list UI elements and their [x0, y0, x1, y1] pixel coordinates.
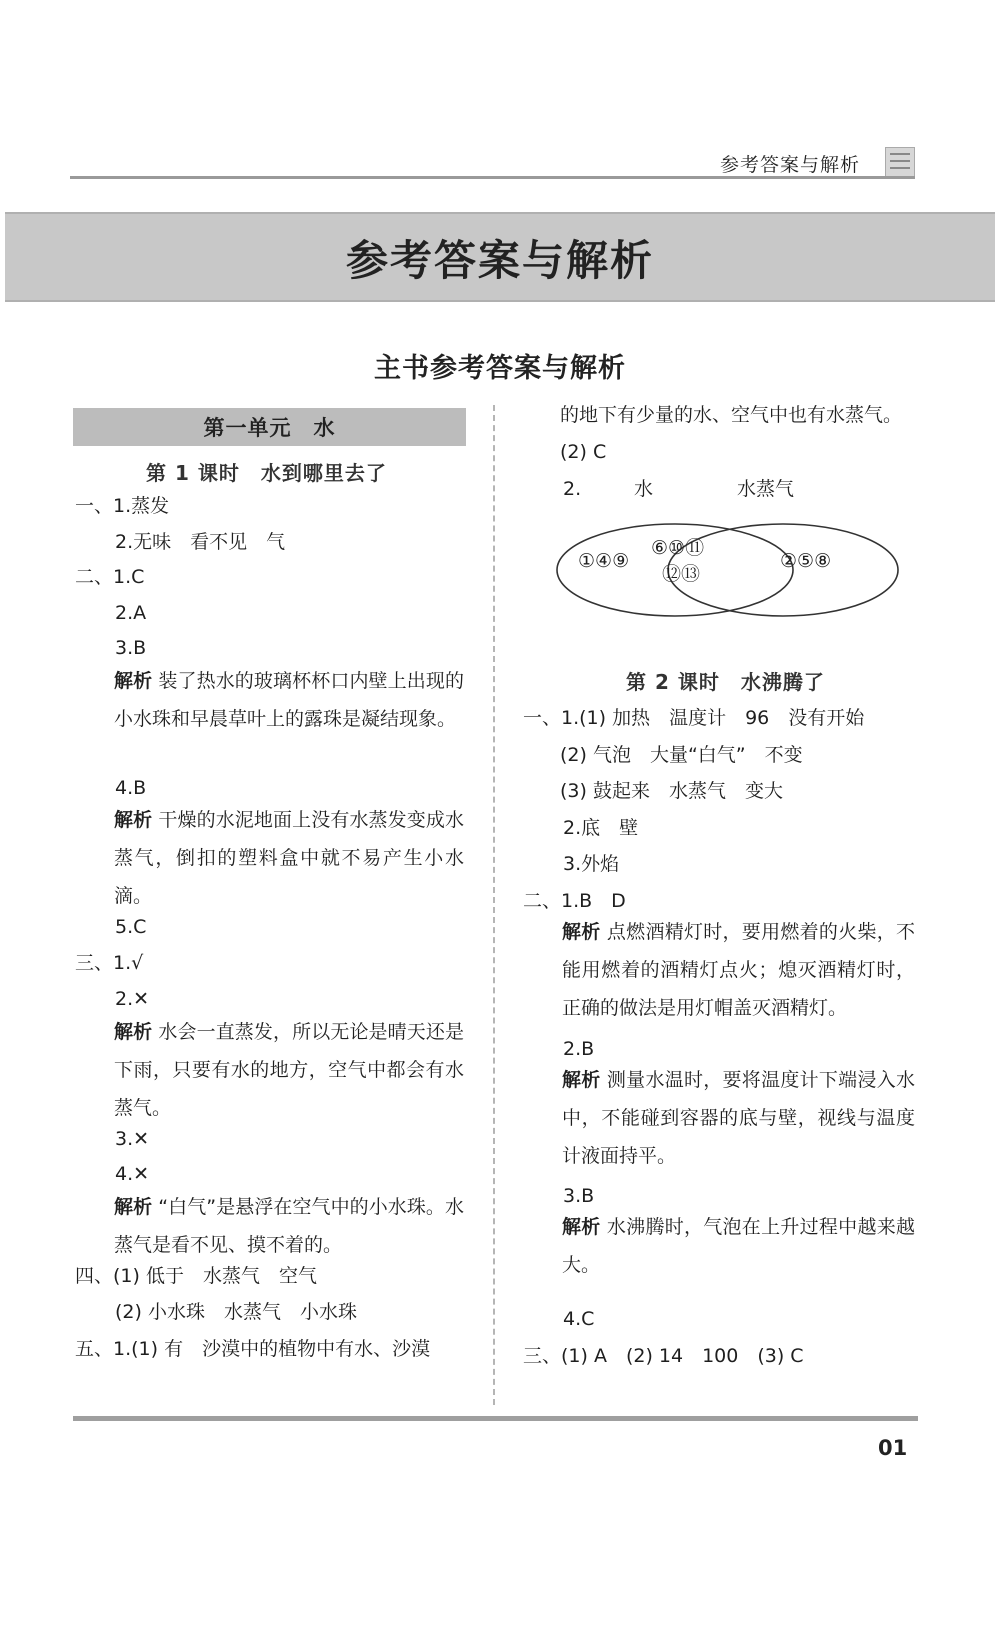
- l2-s1-q2: 2.底 壁: [563, 817, 639, 839]
- analysis-label: 解析: [114, 670, 153, 692]
- lesson-2-title: 第 2 课时 水沸腾了: [626, 670, 825, 694]
- venn-left-items: ①④⑨: [578, 550, 630, 572]
- l1-analysis-2: [114, 801, 464, 915]
- l2-analysis-2: [562, 1061, 915, 1175]
- l2-s2-q1: 二、1.B D: [523, 890, 626, 912]
- analysis-text: “白气”是悬浮在空气中的小水珠。水蒸气是看不见、摸不着的。: [114, 1196, 464, 1256]
- analysis-text: 干燥的水泥地面上没有水蒸发变成水蒸气，倒扣的塑料盒中就不易产生小水滴。: [114, 809, 464, 907]
- l2-s1-q1: 一、1.(1) 加热 温度计 96 没有开始: [523, 707, 865, 729]
- l1-analysis-3: [114, 1013, 464, 1127]
- l2-s2-q3: 3.B: [563, 1185, 595, 1207]
- l2-s2-q4: 4.C: [563, 1308, 595, 1330]
- l1-s1-q1: 一、1.蒸发: [75, 495, 170, 517]
- l1-s5-q2-number: 2.: [563, 478, 582, 500]
- analysis-text: 水沸腾时，气泡在上升过程中越来越大。: [562, 1216, 915, 1276]
- analysis-text: 装了热水的玻璃杯杯口内壁上出现的小水珠和早晨草叶上的露珠是凝结现象。: [114, 670, 464, 730]
- unit-title: 第一单元 水: [203, 416, 336, 440]
- l1-s5-continued: 的地下有少量的水、空气中也有水蒸气。: [560, 404, 903, 426]
- analysis-text: 水会一直蒸发，所以无论是晴天还是下雨，只要有水的地方，空气中都会有水蒸气。: [114, 1021, 464, 1119]
- l1-s5-q1b: (2) C: [560, 441, 607, 463]
- l1-s2-q4: 4.B: [115, 777, 147, 799]
- l1-s5-q1: 五、1.(1) 有 沙漠中的植物中有水、沙漠: [75, 1338, 431, 1360]
- analysis-text: 测量水温时，要将温度计下端浸入水中，不能碰到容器的底与壁，视线与温度计液面持平。: [562, 1069, 915, 1167]
- venn-middle-items-top: ⑥⑩⑪: [651, 537, 705, 559]
- running-header-title: 参考答案与解析: [719, 154, 860, 176]
- analysis-label: 解析: [114, 1196, 153, 1218]
- l1-s3-q3: 3.✕: [115, 1128, 150, 1150]
- l2-s2-q2: 2.B: [563, 1038, 595, 1060]
- l1-s2-q3: 3.B: [115, 637, 147, 659]
- l1-s3-q4: 4.✕: [115, 1163, 150, 1185]
- l1-s1-q2: 2.无味 看不见 气: [115, 531, 286, 553]
- l1-s3-q1: 三、1.√: [75, 952, 144, 974]
- banner-title: 参考答案与解析: [345, 236, 654, 285]
- l1-s3-q2: 2.✕: [115, 988, 150, 1010]
- l1-analysis-4: [114, 1188, 464, 1264]
- l1-analysis-1: [114, 662, 464, 738]
- analysis-label: 解析: [114, 809, 153, 831]
- l1-s4-q1: 四、(1) 低于 水蒸气 空气: [75, 1265, 317, 1287]
- analysis-text: 点燃酒精灯时，要用燃着的火柴，不能用燃着的酒精灯点火；熄灭酒精灯时，正确的做法是用灯帽盖灭酒精灯。: [562, 921, 915, 1019]
- venn-middle-items-bottom: ⑫⑬: [662, 563, 701, 585]
- book-section-title: 主书参考答案与解析: [374, 353, 626, 384]
- analysis-label: 解析: [562, 1069, 601, 1091]
- column-divider: [493, 405, 495, 1405]
- footer-rule: [73, 1416, 918, 1421]
- l2-s1-q1b: (2) 气泡 大量“白气” 不变: [560, 744, 803, 766]
- lesson-1-title: 第 1 课时 水到哪里去了: [146, 461, 387, 485]
- l2-analysis-3: [562, 1208, 915, 1284]
- analysis-label: 解析: [562, 1216, 601, 1238]
- venn-label-water: 水: [634, 478, 654, 500]
- book-icon: [885, 147, 915, 177]
- page-number: 01: [878, 1436, 908, 1460]
- venn-label-vapor: 水蒸气: [737, 478, 795, 500]
- l2-analysis-1: [562, 913, 915, 1027]
- l1-s2-q2: 2.A: [115, 602, 147, 624]
- l2-s3: 三、(1) A (2) 14 100 (3) C: [523, 1345, 804, 1367]
- analysis-label: 解析: [562, 921, 601, 943]
- header-rule: [70, 176, 915, 179]
- l1-s2-q1: 二、1.C: [75, 566, 145, 588]
- venn-right-items: ②⑤⑧: [780, 550, 832, 572]
- l1-s4-q2: (2) 小水珠 水蒸气 小水珠: [115, 1301, 357, 1323]
- l2-s1-q3: 3.外焰: [563, 853, 620, 875]
- l1-s2-q5: 5.C: [115, 916, 147, 938]
- l2-s1-q1c: (3) 鼓起来 水蒸气 变大: [560, 780, 783, 802]
- analysis-label: 解析: [114, 1021, 153, 1043]
